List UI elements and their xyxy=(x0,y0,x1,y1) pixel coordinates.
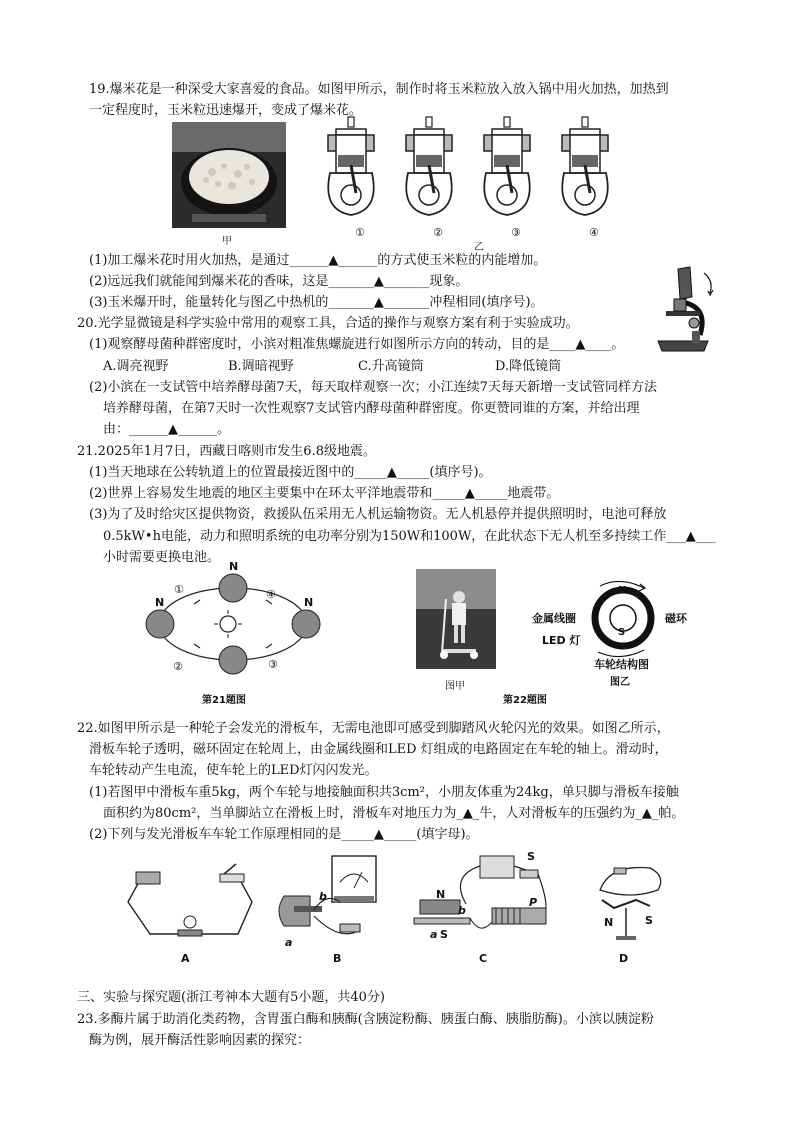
option-c-letter-a: a xyxy=(430,928,438,941)
magnet-ring-label: 磁环 xyxy=(665,612,687,625)
q23-line2: 酶为例，展开酶活性影响因素的探究： xyxy=(89,1033,311,1048)
wheel-structure-label: 车轮结构图 xyxy=(594,658,649,671)
orbit-pole-n-left: N xyxy=(155,596,165,609)
stroke-label-2: ② xyxy=(433,226,443,239)
q21-sub3-line3: 小时需要更换电池。 xyxy=(103,550,221,565)
microscope-figure xyxy=(648,263,720,361)
option-a-label: A xyxy=(181,952,190,965)
option-b-generator xyxy=(270,852,390,948)
option-c-label: C xyxy=(479,952,488,965)
q21-sub3-line1: (3)为了及时给灾区提供物资，救援队伍采用无人机运输物资。无人机悬停并提供照明时，电池可释放 xyxy=(89,507,667,522)
wheel-pole-n: N xyxy=(618,585,627,596)
q21-figure-caption: 第21题图 xyxy=(202,695,246,706)
q21-sub1: (1)当天地球在公转轨道上的位置最接近图中的_____▲_____(填序号)。 xyxy=(89,465,492,480)
q20-option-d: D.降低镜筒 xyxy=(495,359,562,374)
option-c-pole-s: S xyxy=(440,928,448,941)
q23-line1: 23.多酶片属于助消化类药物，含胃蛋白酶和胰酶(含胰淀粉酶、胰蛋白酶、胰脂肪酶)。小滨以胰淀粉 xyxy=(77,1012,654,1027)
q22-line3: 车轮转动产生电流，使车轮上的LED灯闪闪发光。 xyxy=(89,763,378,778)
option-c-switch-s: S xyxy=(527,850,535,863)
orbit-pos-3: ③ xyxy=(268,658,278,671)
stroke-label-3: ③ xyxy=(511,226,521,239)
option-b-letter-a: a xyxy=(285,936,293,949)
option-b-letter-b: b xyxy=(319,890,327,903)
q21-sub2: (2)世界上容易发生地震的地区主要集中在环太平洋地震带和_____▲_____地震带。 xyxy=(89,486,560,501)
q22-line2: 滑板车轮子透明，磁环固定在轮周上，由金属线圈和LED 灯组成的电路固定在车轮的轴上。滑动时， xyxy=(89,742,668,757)
q21-line1: 21.2025年1月7日，西藏日喀则市发生6.8级地震。 xyxy=(77,444,376,459)
engine-strokes-figure xyxy=(322,115,622,237)
led-label: LED 灯 xyxy=(542,634,581,647)
q20-sub2-line2: 培养酵母菌，在第7天时一次性观察7支试管内酵母菌种群密度。你更赞同谁的方案，并给出理 xyxy=(103,401,640,416)
q20-sub2-line3: 由：______▲______。 xyxy=(103,422,230,437)
q22-sub1-line2: 面积约为80cm²，当单脚站立在滑板上时，滑板车对地压力为_▲_牛，人对滑板车的压强约为_▲_帕。 xyxy=(103,806,685,821)
option-c-letter-p: P xyxy=(529,896,538,909)
option-a-circuit xyxy=(120,862,260,944)
q19-line2: 一定程度时，玉米粒迅速爆开，变成了爆米花。 xyxy=(89,103,363,118)
figure-yi-label: 乙 xyxy=(474,242,484,253)
q22-line1: 22.如图甲所示是一种轮子会发光的滑板车，无需电池即可感受到脚踏风火轮闪光的效果。如图乙所示， xyxy=(77,721,670,736)
option-b-label: B xyxy=(333,952,342,965)
stroke-label-1: ① xyxy=(355,226,365,239)
earth-orbit-figure xyxy=(138,562,328,684)
q22-figure-caption: 第22题图 xyxy=(503,695,547,706)
orbit-pole-n-top: N xyxy=(229,560,239,573)
orbit-pos-4: ④ xyxy=(266,588,276,601)
q19-line1: 19.爆米花是一种深受大家喜爱的食品。如图甲所示，制作时将玉米粒放入放入锅中用火加热，加热到 xyxy=(89,82,669,97)
option-c-letter-b: b xyxy=(458,904,466,917)
q19-sub1: (1)加工爆米花时用火加热，是通过______▲______的方式使玉米粒的内能增加。 xyxy=(89,253,547,268)
coil-label: 金属线圈 xyxy=(532,612,576,625)
option-d-label: D xyxy=(619,952,629,965)
wheel-pole-s: S xyxy=(618,627,626,638)
q20-option-a: A.调亮视野 xyxy=(103,359,169,374)
q22-sub1-line1: (1)若图甲中滑板车重5kg，两个车轮与地接触面积共3cm²，小朋友体重为24kg，单只脚与滑板车接触 xyxy=(89,785,679,800)
option-d-pole-s: S xyxy=(645,914,653,927)
orbit-pos-2: ② xyxy=(173,660,183,673)
popcorn-photo xyxy=(172,122,286,228)
q22-figure-yi-label: 图乙 xyxy=(610,677,630,688)
scooter-photo xyxy=(416,569,496,669)
q20-line1: 20.光学显微镜是科学实验中常用的观察工具，合适的操作与观察方案有利于实验成功。 xyxy=(77,316,579,331)
option-c-pole-n: N xyxy=(436,888,446,901)
q22-figure-jia-label: 图甲 xyxy=(445,681,465,692)
q21-sub3-line2: 0.5kW•h电能，动力和照明系统的电功率分别为150W和100W，在此状态下无人机至多持续工作___▲___ xyxy=(103,529,716,544)
q20-sub1: (1)观察酵母菌种群密度时，小滨对粗准焦螺旋进行如图所示方向的转动，目的是____▲____。 xyxy=(89,337,625,352)
q20-option-b: B.调暗视野 xyxy=(228,359,294,374)
section3-title: 三、实验与探究题(浙江考神本大题有5小题，共40分) xyxy=(77,990,385,1005)
q19-sub3: (3)玉米爆开时，能量转化与图乙中热机的_______▲_______冲程相同(填序号)。 xyxy=(89,295,544,310)
stroke-label-4: ④ xyxy=(589,226,599,239)
q19-sub2: (2)远远我们就能闻到爆米花的香味，这是_______▲_______现象。 xyxy=(89,274,469,289)
q20-sub2-line1: (2)小滨在一支试管中培养酵母菌7天，每天取样观察一次；小江连续7天每天新增一支试管同样方法 xyxy=(89,380,657,395)
figure-jia-label: 甲 xyxy=(222,236,232,247)
option-d-compass xyxy=(590,860,670,946)
option-d-pole-n: N xyxy=(604,916,614,929)
orbit-pole-n-right: N xyxy=(304,596,314,609)
q22-sub2: (2)下列与发光滑板车车轮工作原理相同的是_____▲_____(填字母)。 xyxy=(89,827,479,842)
q20-option-c: C.升高镜筒 xyxy=(358,359,424,374)
orbit-pos-1: ① xyxy=(174,583,184,596)
